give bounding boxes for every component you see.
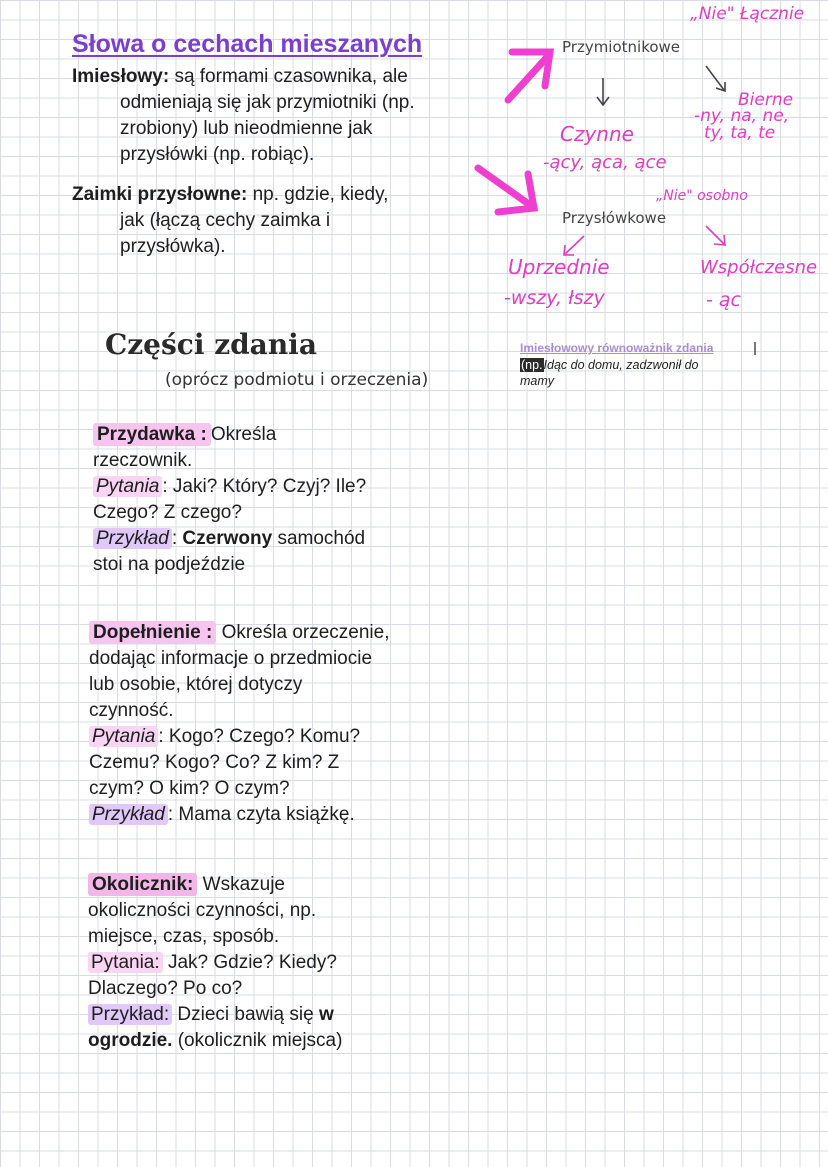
hand-uprzednie-endings: -wszy, łszy: [504, 287, 605, 309]
imieslowy-line: zrobiony) lub nieodmienne jak: [120, 118, 373, 139]
note-line: mamy: [520, 374, 555, 388]
okolicznik-block: [88, 872, 468, 1054]
okolicznik-example: (okolicznik miejsca): [177, 1030, 343, 1051]
okolicznik-example-bold: w: [318, 1004, 334, 1025]
hand-nie-osobno: „Nie" osobno: [656, 188, 748, 204]
imieslowy-label: Imiesłowy:: [72, 66, 170, 87]
arrow-diag-icon: [706, 66, 725, 91]
okolicznik-def: okoliczności czynności, np.: [88, 900, 317, 921]
okolicznik-def: Wskazuje: [202, 874, 285, 895]
dopelnienie-def: czynność.: [89, 700, 174, 721]
hand-wspolczesne-endings: - ąc: [706, 289, 741, 311]
przydawka-label: Przydawka :: [93, 423, 211, 446]
dopelnienie-def: lub osobie, której dotyczy: [89, 674, 303, 695]
okolicznik-example-label: Przykład:: [88, 1004, 172, 1025]
dopelnienie-questions-label: Pytania: [89, 726, 158, 747]
okolicznik-example-bold: ogrodzie.: [88, 1030, 173, 1051]
hand-bierne: Bierne: [738, 90, 794, 110]
okolicznik-questions: Dlaczego? Po co?: [88, 978, 243, 999]
arrow-down-left-icon: [564, 236, 584, 255]
zaimki-line: przysłówka).: [120, 236, 226, 257]
przydawka-example-colon: :: [171, 528, 178, 549]
przydawka-example: stoi na podjeździe: [93, 554, 246, 575]
imieslowy-line: odmieniają się jak przymiotniki (np.: [120, 92, 415, 113]
arrow-up-right-icon: [508, 52, 550, 100]
dopelnienie-questions: : Kogo? Czego? Komu?: [158, 726, 361, 747]
arrow-down-icon: [597, 78, 609, 105]
okolicznik-questions: Jak? Gdzie? Kiedy?: [167, 952, 337, 973]
zaimki-line: np. gdzie, kiedy,: [252, 184, 389, 205]
przydawka-example: samochód: [277, 528, 366, 549]
przydawka-block: [93, 422, 453, 578]
przydawka-example-label: Przykład: [93, 528, 172, 549]
hand-czynne: Czynne: [560, 122, 634, 146]
note-line: Idąc do domu, zadzwonił do: [543, 358, 699, 372]
okolicznik-example: Dzieci bawią się: [177, 1004, 314, 1025]
przydawka-questions: Czego? Z czego?: [93, 502, 242, 523]
arrow-down-right-small-icon: [706, 226, 725, 245]
przydawka-questions-label: Pytania: [93, 476, 162, 497]
okolicznik-label: Okolicznik:: [88, 873, 197, 896]
hand-uprzednie: Uprzednie: [508, 255, 610, 279]
dopelnienie-block: [89, 620, 469, 828]
okolicznik-questions-label: Pytania:: [88, 952, 163, 973]
note-text: [520, 357, 750, 389]
section-title-sentence-parts: Części zdania: [105, 328, 317, 361]
arrow-down-right-icon: [478, 168, 534, 212]
hand-przyslowkowe: Przysłówkowe: [562, 209, 667, 227]
zaimki-label: Zaimki przysłowne:: [72, 184, 248, 205]
dopelnienie-def: dodając informacje o przedmiocie: [89, 648, 373, 669]
dopelnienie-label: Dopełnienie :: [89, 621, 216, 644]
przydawka-example-bold: Czerwony: [182, 528, 273, 549]
hand-wspolczesne: Współczesne: [700, 257, 818, 278]
section-subtitle: (oprócz podmiotu i orzeczenia): [165, 370, 429, 390]
przydawka-def: Określa: [210, 424, 277, 445]
note-np: (np.: [521, 358, 543, 372]
zaimki-line: jak (łączą cechy zaimka i: [120, 210, 331, 231]
dopelnienie-def: Określa orzeczenie,: [221, 622, 390, 643]
imieslowy-line: są formami czasownika, ale: [174, 66, 408, 87]
dopelnienie-questions: czym? O kim? O czym?: [89, 778, 290, 799]
note-link[interactable]: Imiesłowowy równoważnik zdania: [520, 341, 714, 355]
hand-nie-lacznie: „Nie" Łącznie: [690, 4, 805, 24]
hand-bierne-endings-1: -ny, na, ne,: [694, 106, 790, 126]
dopelnienie-questions: Czemu? Kogo? Co? Z kim? Z: [89, 752, 340, 773]
hand-przymiotnikowe: Przymiotnikowe: [562, 38, 681, 56]
okolicznik-def: miejsce, czas, sposób.: [88, 926, 280, 947]
przydawka-def: rzeczownik.: [93, 450, 193, 471]
hand-bierne-endings-2: ty, ta, te: [704, 123, 776, 143]
przydawka-questions: : Jaki? Który? Czyj? Ile?: [162, 476, 367, 497]
dopelnienie-example-label: Przykład: [89, 804, 168, 825]
imieslowy-line: przysłówki (np. robiąc).: [120, 144, 315, 165]
dopelnienie-example: : Mama czyta książkę.: [167, 804, 355, 825]
hand-czynne-endings: -ący, ąca, ące: [543, 152, 667, 173]
section-title-mixed-words: Słowa o cechach mieszanych: [72, 30, 423, 58]
